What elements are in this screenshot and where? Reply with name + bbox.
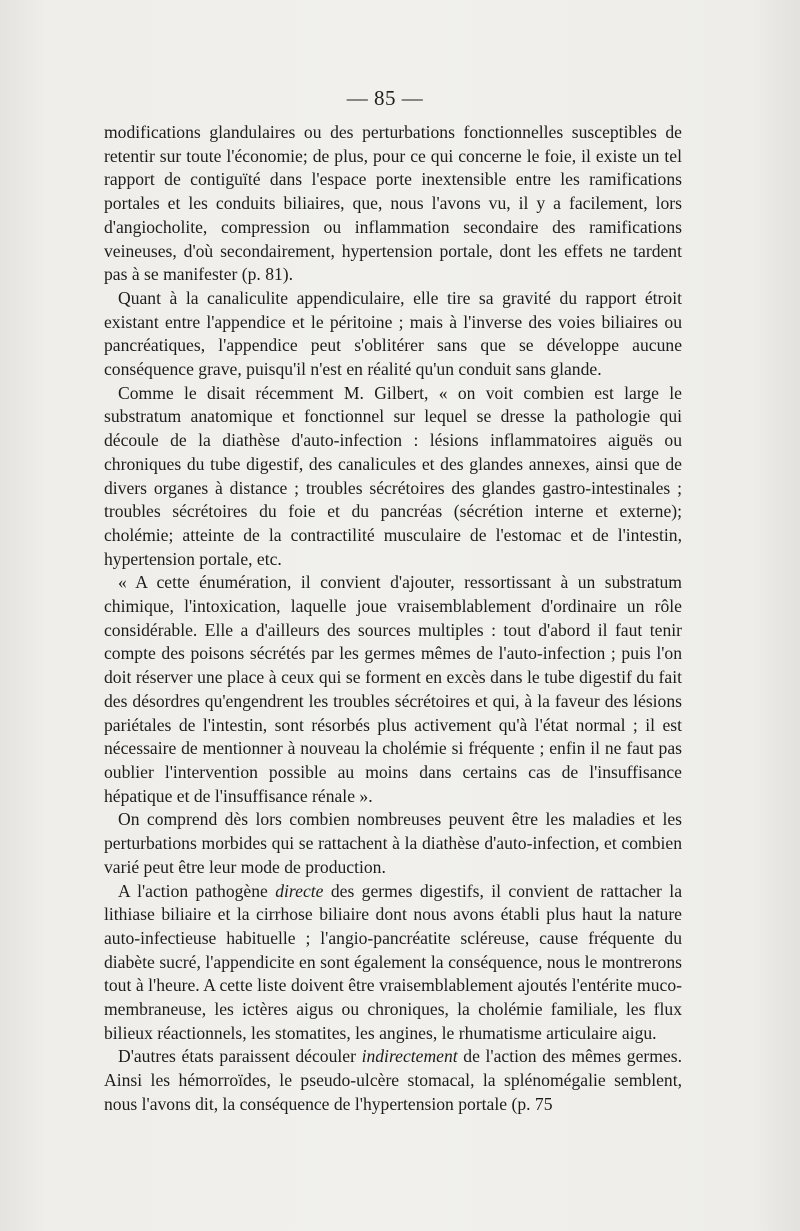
paragraph-6 — [104, 880, 682, 1046]
body-text — [104, 121, 682, 1117]
paragraph-3: Comme le disait récemment M. Gilbert, « on voit combien est large le substratum anatomique et fonctionnel sur lequel se dresse la pathologie qui découle de la diathèse d'auto-infection : lésions inflammatoires aiguës ou chroniques du tube digestif, des canalicules et des glandes annexes, ainsi que de divers organes à distance ; troubles sécrétoires des glandes gastro-intestinales ; troubles sécrétoires du foie et du pancréas (sécrétion interne et externe); cholémie; atteinte de la contractilité musculaire de l'estomac et de l'intestin, hypertension portale, etc. — [104, 382, 682, 569]
page-number: — 85 — — [346, 86, 424, 110]
paragraph-6-lead: A l'action pathogène — [118, 880, 276, 901]
paragraph-5: On comprend dès lors combien nombreuses peuvent être les maladies et les perturbations morbides qui se rattachent à la diathèse d'auto-infection, et combien varié peut être leur mode de production. — [104, 809, 682, 877]
paragraph-1: modifications glandulaires ou des perturbations fonctionnelles susceptibles de retentir sur toute l'économie; de plus, pour ce qui concerne le foie, il existe un tel rapport de contiguïté dans l'espace porte inextensible entre les ramifications portales et les conduits biliaires, que, nous l'avons vu, il y a facilement, lors d'angiocholite, compression ou inflammation secondaire des ramifications veineuses, d'où secondairement, hypertension portale, dont les effets ne tardent pas à se manifester (p. 81). — [104, 122, 682, 285]
emphasis-directe: directe — [275, 880, 324, 901]
paragraph-6-rest: des germes digestifs, il convient de rattacher la lithiase biliaire et la cirrhose biliaire dont nous avons établi plus haut la nature auto-infectieuse habituelle ; l'angio-pancréatite scléreuse, cause fréquente du diabète sucré, l'appendicite en sont également la conséquence, nous le montrerons tout à l'heure. A cette liste doivent être vraisemblablement ajoutés l'entérite muco-membraneuse, les ictères aigus ou chroniques, la cholémie familiale, les flux bilieux réactionnels, les stomatites, les angines, le rhumatisme articulaire aigu. — [104, 880, 683, 1043]
paragraph-4: « A cette énumération, il convient d'ajouter, ressortissant à un substratum chimique, l'intoxication, laquelle joue vraisemblablement d'ordinaire un rôle considérable. Elle a d'ailleurs des sources multiples : tout d'abord il faut tenir compte des poisons sécrétés par les germes mêmes de l'auto-infection ; puis l'on doit réserver une place à ceux qui se forment en excès dans le tube digestif du fait des désordres qu'engendrent les troubles sécrétoires et qui, à la faveur des lésions pariétales de l'intestin, sont résorbés plus activement qu'à l'état normal ; il est nécessaire de mentionner à nouveau la cholémie si fréquente ; enfin il ne faut pas oublier l'intervention possible au moins dans certains cas de l'insuffisance hépatique et de l'insuffisance rénale ». — [104, 572, 682, 806]
emphasis-indirectement: indirectement — [361, 1046, 458, 1067]
paragraph-2: Quant à la canaliculite appendiculaire, elle tire sa gravité du rapport étroit existant entre l'appendice et le péritoine ; mais à l'inverse des voies biliaires ou pancréatiques, l'appendice peut s'oblitérer sans que se développe aucune conséquence grave, puisqu'il n'est en réalité qu'un conduit sans glande. — [104, 287, 682, 380]
paragraph-7 — [104, 1045, 682, 1116]
paragraph-7-rest: de l'action des mêmes germes. Ainsi les hémorroïdes, le pseudo-ulcère stomacal, la splénomégalie semblent, nous l'avons dit, la conséquence de l'hypertension portale (p. 75 — [104, 1046, 682, 1114]
paragraph-7-lead: D'autres états paraissent découler — [118, 1046, 362, 1067]
